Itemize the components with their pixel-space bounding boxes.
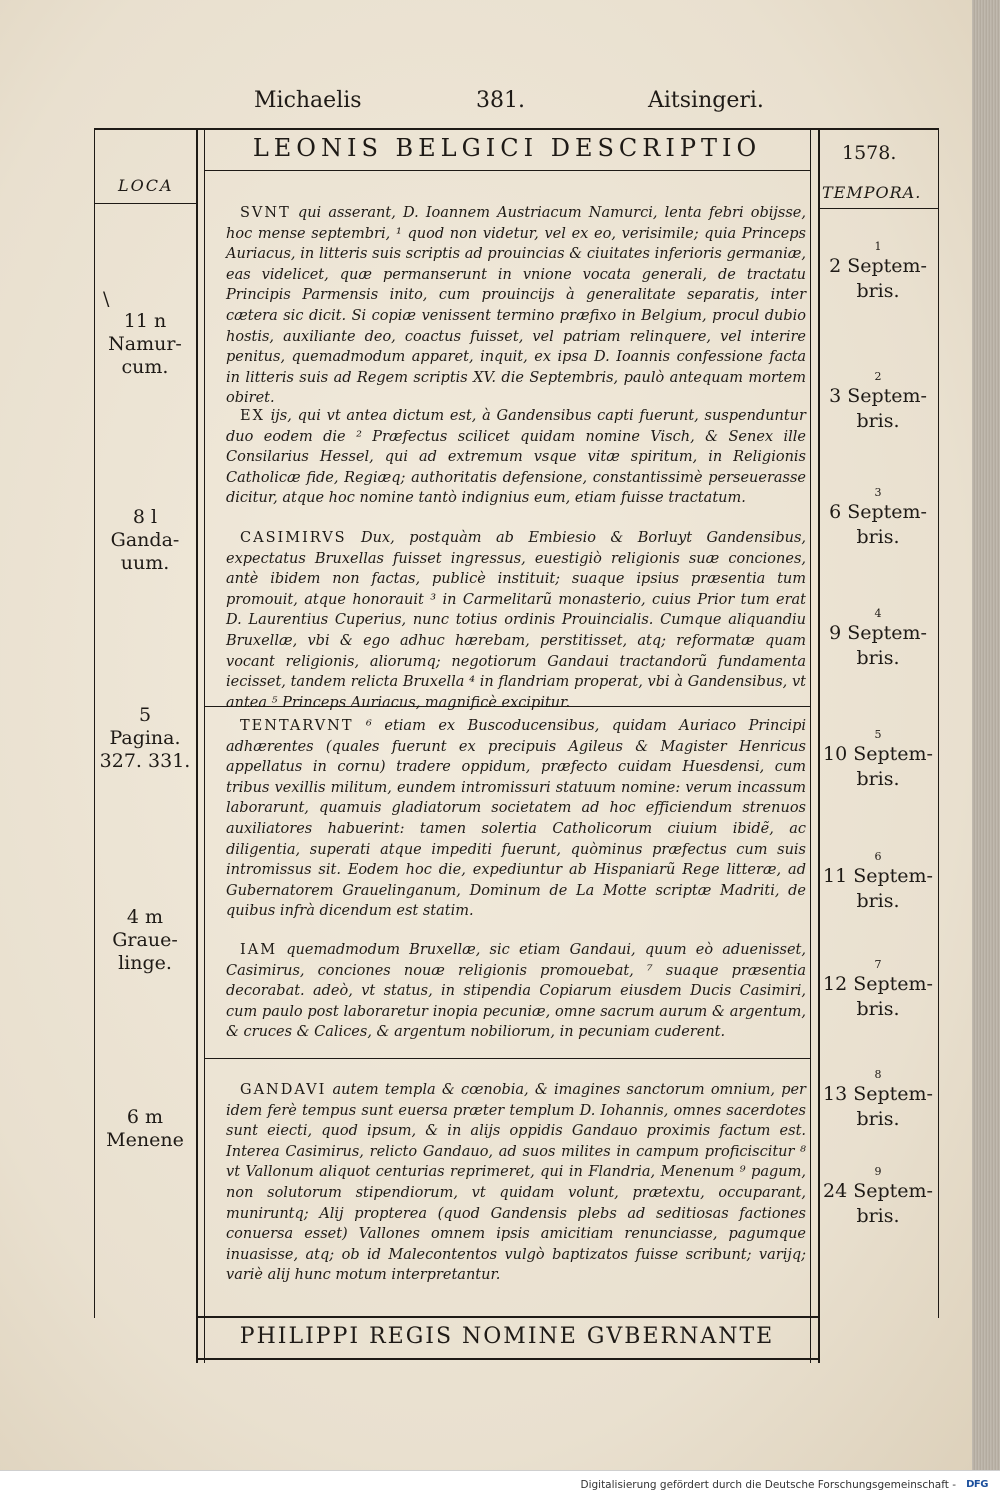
tempora-rule (818, 208, 938, 209)
loca-entry: 5 Pagina. 327. 331. (99, 704, 191, 772)
dfg-logo-icon: DFG (966, 1479, 988, 1490)
loca-entry: 8 l Ganda- uum. (110, 506, 180, 574)
running-head-right: Aitsingeri. (648, 88, 764, 113)
margin-mark: \ (103, 288, 110, 310)
bottom-running-title: PHILIPPI REGIS NOMINE GVBERNANTE (239, 1324, 775, 1349)
paragraph: CASIMIRVS Dux, postquàm ab Embiesio & Borluyt Gandensibus, expectatus Bruxellas fuisset ingressus, euestigiò religionis suæ conciones, antè ibidem non factas, publicè instituit; suaque ipsius præsentia tum promouit, atque honorauit ³ in Carmelitarũ monasterio, cuius Prior tum erat D. Laurentius Cuperius, nunc totius ordinis Prouincialis. Cumque aliquandiu Bruxellæ, vbi & ego adhuc hærebam, perstitisset, atq; reformatæ quam vocant religionis, aliorumq; negotiorum Gandaui tractandorũ fundamenta iecisset, tandem relicta Bruxella ⁴ in flandriam properat, vbi à Gandensibus, vt antea ⁵ Princeps Auriacus, magnificè excipitur. (226, 530, 806, 711)
tempora-heading: TEMPORA. (822, 183, 922, 202)
page-title: LEONIS BELGICI DESCRIPTIO (252, 134, 762, 162)
tempora-entry: 5 10 Septem- bris. (823, 728, 933, 790)
bottom-rule-upper (196, 1316, 820, 1318)
top-rule (94, 128, 938, 130)
page-number: 381. (476, 88, 525, 113)
bottom-rule-lower (196, 1358, 820, 1360)
funding-credit: Digitalisierung gefördert durch die Deutsche Forschungsgemeinschaft - (580, 1479, 956, 1491)
tempora-entry: 8 13 Septem- bris. (823, 1068, 933, 1130)
year-label: 1578. (842, 142, 897, 164)
paragraph: SVNT qui asserant, D. Ioannem Austriacum Namurci, lenta febri obijsse, hoc mense septembri, ¹ quod non videtur, vel ex eo, verisimile; quia Princeps Auriacus, in litteris suis scriptis ad prouincias & ciuitates inferioris germaniæ, eas videlicet, quæ permanserunt in vnione vocata generali, de tractatu Principis Parmensis inito, cum prouincijs à generalitate separatis, inter cætera sic dicit. Si copiæ venissent termino præfixo in Belgium, procul dubio hostis, auxiliante deo, coactus fuisset, vel patriam relinquere, vel interire penitus, quemadmodum apparet, inquit, ex ipsa D. Ioannis confessione facta in litteris suis ad Regem scriptis XV. die Septembris, paulò antequam mortem obiret. (226, 205, 806, 407)
tempora-entry: 9 24 Septem- bris. (823, 1165, 933, 1227)
paragraph: IAM quemadmodum Bruxellæ, sic etiam Gandaui, quum eò aduenisset, Casimirus, conciones nouæ religionis promouebat, ⁷ suaque præsentia decorabat. adeò, vt status, in stipendia Copiarum eiusdem Ducis Casimiri, cum paulo post laboraretur inopia pecuniæ, omne sacrum aurum & argentum, & cruces & Calices, & argentum nobiliorum, in pecuniam cuderent. (226, 942, 806, 1041)
title-bottom-rule (204, 170, 810, 171)
loca-entry: 6 m Menene (106, 1106, 184, 1151)
paragraph: TENTARVNT ⁶ etiam ex Buscoducensibus, quidam Auriaco Principi adhærentes (quales fuerunt ex precipuis Agileus & Magister Henricus appellatus in cornu) tradere oppidum, præfecto cuidam Huesdensi, cum tribus vexillis militum, eundem intromissuri statuum nomine: verum incassum laborarunt, quamuis gladiatorum societatem ad hoc efficiendum strenuos auxiliatores habuerint: tamen solertia Catholicorum ciuium ibidẽ, ac diligentia, superati atque impediti fuerunt, quòminus præfectus cum suis intromissus sit. Eodem hoc die, expediuntur ab Hispaniarũ Rege litteræ, ad Gubernatorem Grauelinganum, Dominum de La Motte scriptæ Madriti, de quibus infrà dicendum est statim. (226, 718, 806, 920)
footer-bar (0, 1470, 1000, 1500)
tempora-entry: 1 2 Septem- bris. (829, 240, 927, 302)
loca-entry: 11 n Namur- cum. (108, 310, 182, 378)
tempora-entry: 2 3 Septem- bris. (829, 370, 927, 432)
paragraph: EX ijs, qui vt antea dictum est, à Gandensibus capti fuerunt, suspenduntur duo eodem die ² Præfectus scilicet quidam nomine Visch, & Senex ille Consilarius Hessel, qui ad extremum vsque vitæ spiritum, in Religionis Catholicæ fide, Regiæq; authoritatis defensione, constantissimè perseuerasse dicitur, atque hoc nomine tantò indignius eum, etiam fuisse tractatum. (226, 408, 806, 507)
tempora-entry: 4 9 Septem- bris. (829, 607, 927, 669)
loca-entry: 4 m Graue- linge. (112, 906, 178, 974)
inner-left-rule (204, 128, 205, 1363)
tempora-entry: 7 12 Septem- bris. (823, 958, 933, 1020)
running-head-left: Michaelis (254, 88, 362, 113)
loca-rule (94, 203, 196, 204)
page-stack-edge (972, 0, 1000, 1470)
section-divider-2 (204, 1058, 810, 1059)
tempora-entry: 6 11 Septem- bris. (823, 850, 933, 912)
loca-heading: LOCA (118, 176, 174, 195)
right-outer-rule (938, 128, 939, 1318)
tempora-entry: 3 6 Septem- bris. (829, 486, 927, 548)
paragraph: GANDAVI autem templa & cœnobia, & imagines sanctorum omnium, per idem ferè tempus sunt euersa præter templum D. Iohannis, omnes sacerdotes sunt eiecti, quod ipsum, & in alijs oppidis Gandauo proximis factum est. Interea Casimirus, relicto Gandauo, ad suos milites in campum proficiscitur ⁸ vt Vallonum aliquot centurias reprimeret, qui in Flandria, Menenum ⁹ pagum, non solutorum stipendiorum, vt quidam volunt, prætextu, occuparant, muniruntq; Alij propterea (quod Gandensis plebs ad seditiosas factiones conuersa esset) Vallones omnem ipsis amicitiam renunciasse, pagumque inuasisse, atq; ob id Malecontentos vulgò baptizatos fuisse scribunt; varijq; variè alij hunc motum interpretantur. (226, 1082, 806, 1284)
left-column-rule (196, 128, 198, 1363)
inner-right-rule (810, 128, 811, 1363)
